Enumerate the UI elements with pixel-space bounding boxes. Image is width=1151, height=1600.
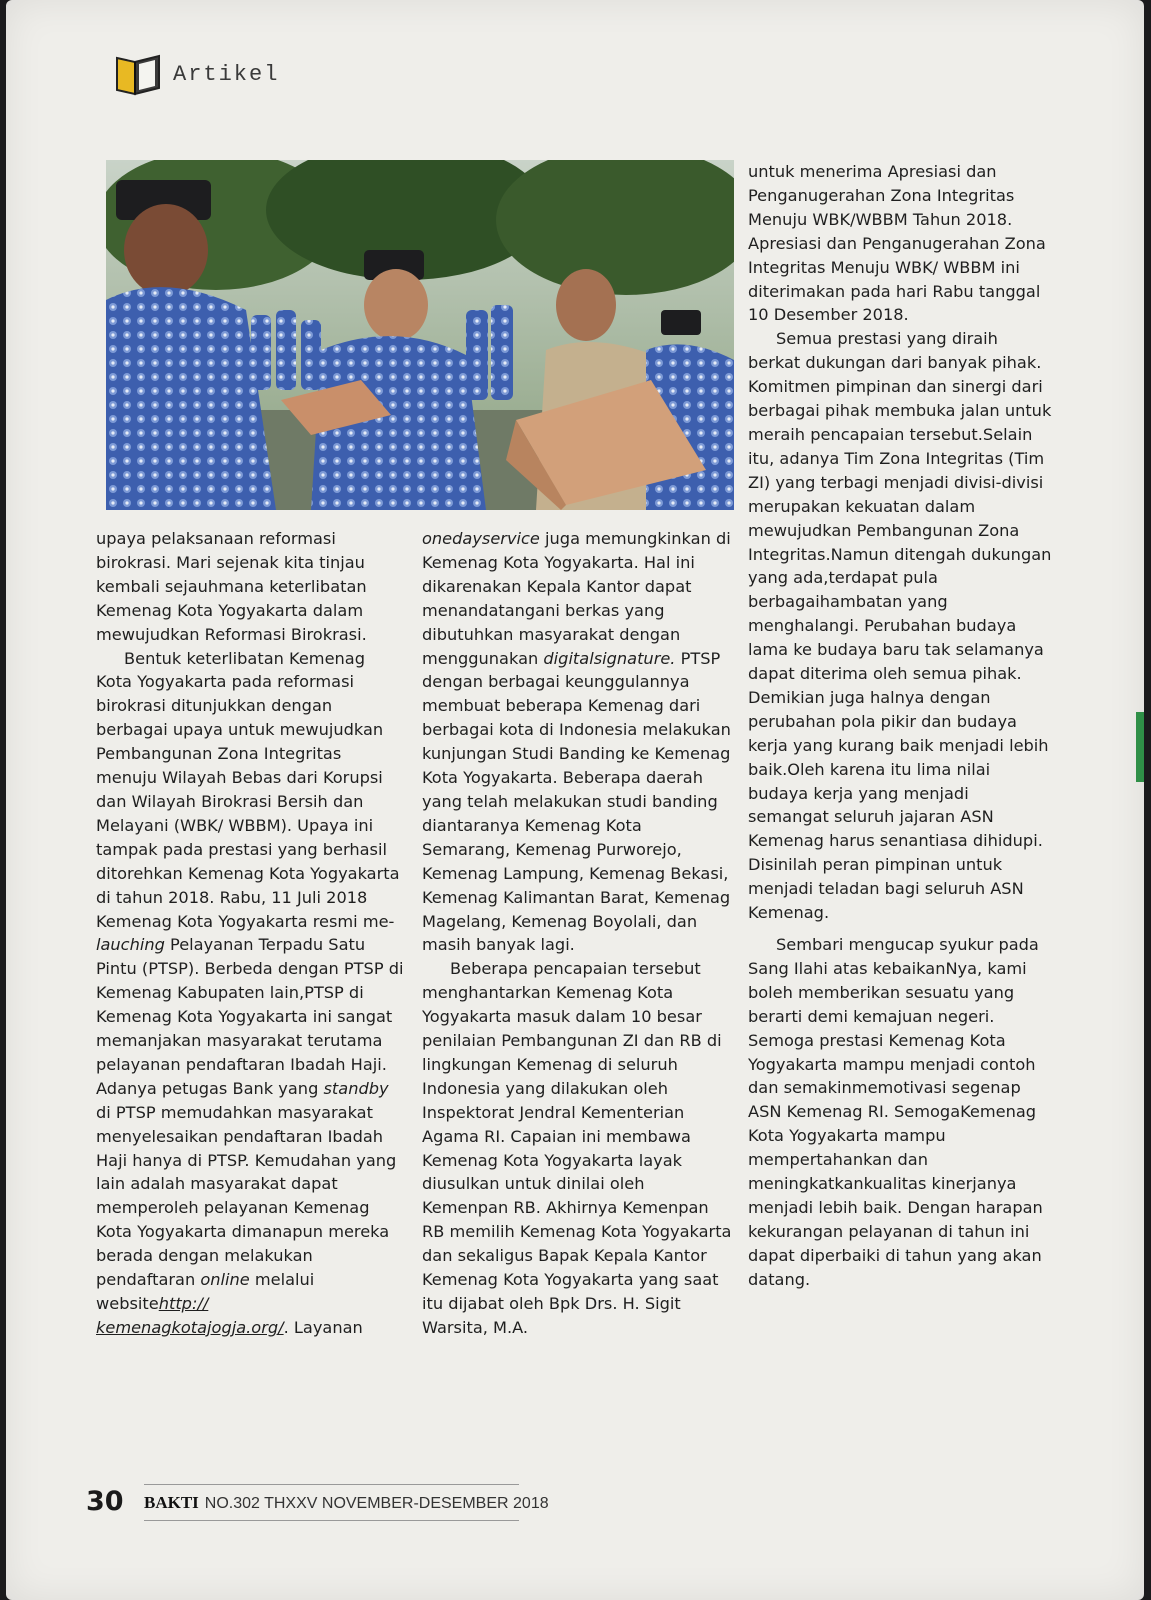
section-header xyxy=(113,52,279,96)
col1-paragraph-1: upaya pelaksanaan reformasi birokrasi. Mari sejenak kita tinjau kembali sejauhmana keterlibatan Kemenag Kota Yogyakarta dalam mewujudkan Reformasi Birokrasi. xyxy=(96,529,367,644)
book-icon xyxy=(113,52,165,96)
text-run: PTSP dengan berbagai keunggulannya membuat beberapa Kemenag dari berbagai kota di Indonesia melakukan kunjungan Studi Banding ke Kemenag Kota Yogyakarta. Beberapa daerah yang telah melakukan studi banding diantaranya Kemenag Kota Semarang, Kemenag Purworejo, Kemenag Lampung, Kemenag Bekasi, Kemenag Kalimantan Barat, Kemenag Magelang, Kemenag Boyolali, dan masih banyak lagi. xyxy=(422,648,731,955)
text-run: juga memungkinkan di Kemenag Kota Yogyakarta. Hal ini dikarenakan Kepala Kantor dapat menandatangani berkas yang dibutuhkan masyarakat dengan menggunakan xyxy=(422,529,731,668)
article-photo xyxy=(106,160,734,510)
col2-paragraph-2: Beberapa pencapaian tersebut menghantarkan Kemenag Kota Yogyakarta masuk dalam 10 besar penilaian Pembangunan ZI dan RB di lingkungan Kemenag di seluruh Indonesia yang dilakukan oleh Inspektorat Jendral Kementerian Agama RI. Capaian ini membawa Kemenag Kota Yogyakarta layak diusulkan untuk dinilai oleh Kemenpan RB. Akhirnya Kemenpan RB memilih Kemenag Kota Yogyakarta dan sekaligus Bapak Kepala Kantor Kemenag Kota Yogyakarta yang saat itu dijabat oleh Bpk Drs. H. Sigit Warsita, M.A. xyxy=(422,959,732,1337)
italic-term: onedayservice xyxy=(422,529,540,548)
website-link[interactable]: http:// kemenagkotajogja.org/ xyxy=(96,1294,284,1337)
italic-term: digitalsignature. xyxy=(543,648,676,668)
article-column-2 xyxy=(422,527,732,1340)
article-column-3 xyxy=(748,160,1053,1292)
col3-paragraph-3: Sembari mengucap syukur pada Sang Ilahi atas kebaikanNya, kami boleh memberikan sesuatu yang berarti demi kemajuan negeri. Semoga prestasi Kemenag Kota Yogyakarta mampu menjadi contoh dan semakinmemotivasi segenap ASN Kemenag RI. SemogaKemenag Kota Yogyakarta mampu mempertahankan dan meningkatkankualitas kinerjanya menjadi lebih baik. Dengan harapan kekurangan pelayanan di tahun ini dapat diperbaiki di tahun yang akan datang. xyxy=(748,935,1043,1289)
text-run: melalui website xyxy=(96,1270,315,1313)
article-column-1 xyxy=(96,527,406,1340)
page-number: 30 xyxy=(86,1486,124,1517)
section-label: Artikel xyxy=(173,61,280,87)
italic-term: online xyxy=(200,1270,250,1290)
text-run: Bentuk keterlibatan Kemenag Kota Yogyakarta pada reformasi birokrasi ditunjukkan dengan berbagai upaya untuk mewujudkan Pembangunan Zona Integritas menuju Wilayah Bebas dari Korupsi dan Wilayah Birokrasi Bersih dan Melayani (WBK/ WBBM). Upaya ini tampak pada prestasi yang berhasil ditorehkan Kemenag Kota Yogyakarta di tahun 2018. Rabu, 11 Juli 2018 Kemenag Kota Yogyakarta resmi me- xyxy=(96,648,400,931)
italic-term: standby xyxy=(323,1078,389,1098)
footer-rule-bottom xyxy=(144,1520,519,1521)
footer-text xyxy=(144,1493,549,1513)
edge-color-strip xyxy=(1136,712,1144,782)
text-run: . Layanan xyxy=(283,1317,363,1337)
text-run: Pelayanan Terpadu Satu Pintu (PTSP). Berbeda dengan PTSP di Kemenag Kabupaten lain,PTSP di Kemenag Kota Yogyakarta ini sangat memanjakan masyarakat terutama pelayanan pendaftaran Ibadah Haji. Adanya petugas Bank yang xyxy=(96,935,404,1098)
magazine-page xyxy=(6,0,1144,1600)
issue-info: NO.302 THXXV NOVEMBER-DESEMBER 2018 xyxy=(204,1495,549,1512)
col3-paragraph-1: untuk menerima Apresiasi dan Penganugerahan Zona Integritas Menuju WBK/WBBM Tahun 2018. Apresiasi dan Penganugerahan Zona Integritas Menuju WBK/ WBBM ini diterimakan pada hari Rabu tanggal 10 Desember 2018. xyxy=(748,162,1046,325)
col2-paragraph-1 xyxy=(422,527,732,957)
col1-paragraph-2 xyxy=(96,647,406,1340)
italic-term: lauching xyxy=(96,935,165,955)
text-run: di PTSP memudahkan masyarakat menyelesaikan pendaftaran Ibadah Haji hanya di PTSP. Kemudahan yang lain adalah masyarakat dapat memperoleh pelayanan Kemenag Kota Yogyakarta dimanapun mereka berada dengan melakukan pendaftaran xyxy=(96,1102,397,1290)
col3-paragraph-2: Semua prestasi yang diraih berkat dukungan dari banyak pihak. Komitmen pimpinan dan sinergi dari berbagai pihak membuka jalan untuk meraih pencapaian tersebut.Selain itu, adanya Tim Zona Integritas (Tim ZI) yang terbagi menjadi divisi-divisi merupakan kekuatan dalam mewujudkan Pembangunan Zona Integritas.Namun ditengah dukungan yang ada,terdapat pula berbagaihambatan yang menghalangi. Perubahan budaya lama ke budaya baru tak selamanya dapat diterima oleh semua pihak. Demikian juga halnya dengan perubahan pola pikir dan budaya kerja yang kurang baik menjadi lebih baik.Oleh karena itu lima nilai budaya kerja yang menjadi semangat seluruh jajaran ASN Kemenag harus senantiasa dihidupi. Disinilah peran pimpinan untuk menjadi teladan bagi seluruh ASN Kemenag. xyxy=(748,329,1052,923)
footer-rule-top xyxy=(144,1484,519,1485)
magazine-name: BAKTI xyxy=(144,1493,199,1512)
